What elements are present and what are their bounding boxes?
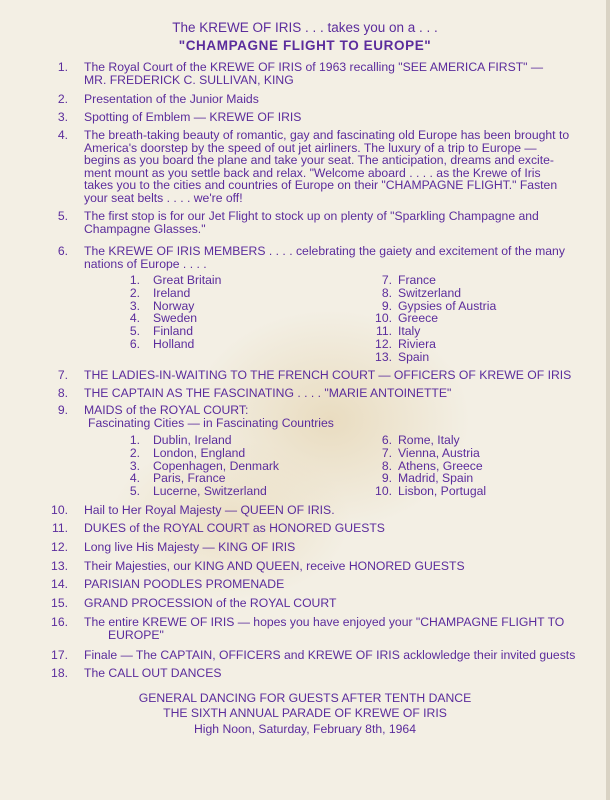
- nation-number: 1.: [129, 273, 140, 287]
- nation-name: Italy: [398, 324, 421, 339]
- item-number: 13.: [51, 559, 68, 573]
- program-item-line: The entire KREWE OF IRIS — hopes you have enjoyed your "CHAMPAGNE FLIGHT TO: [84, 615, 565, 629]
- city-name: Athens, Greece: [398, 458, 483, 473]
- city-name: Vienna, Austria: [398, 445, 480, 460]
- footer-line-2: THE SIXTH ANNUAL PARADE OF KREWE OF IRIS: [163, 706, 447, 720]
- item-number: 4.: [57, 128, 68, 142]
- nation-number: 11.: [375, 324, 392, 339]
- program-item-line: The first stop is for our Jet Flight to stock up on plenty of "Sparkling Champagne and: [84, 209, 539, 223]
- program-item-line: THE CAPTAIN AS THE FASCINATING . . . . "MARIE ANTOINETTE": [84, 386, 452, 400]
- nation-name: Gypsies of Austria: [398, 298, 497, 313]
- item-number: 17.: [51, 648, 68, 662]
- city-name: Copenhagen, Denmark: [153, 458, 280, 473]
- nation-name: Spain: [398, 349, 430, 364]
- page-edge: [606, 0, 610, 800]
- program-title: The KREWE OF IRIS . . . takes you on a . . .: [172, 20, 438, 35]
- item-number: 7.: [57, 368, 68, 382]
- nation-number: 7.: [381, 273, 392, 287]
- item-number: 14.: [51, 577, 68, 591]
- program-heading: "CHAMPAGNE FLIGHT TO EUROPE": [178, 38, 432, 53]
- nation-name: Great Britain: [153, 273, 222, 287]
- item-number: 2.: [57, 92, 68, 106]
- program-item-line: America's doorstep by the speed of out jet airliners. The luxury of a trip to Europe —: [84, 140, 537, 155]
- program-item-line: Hail to Her Royal Majesty — QUEEN OF IRIS.: [84, 503, 335, 517]
- item-number: 1.: [57, 60, 68, 74]
- item-number: 10.: [51, 503, 68, 517]
- program-item-line: MR. FREDERICK C. SULLIVAN, KING: [84, 72, 294, 87]
- nation-name: France: [398, 273, 436, 287]
- program-item-line: The CALL OUT DANCES: [84, 666, 222, 680]
- item-number: 11.: [51, 521, 68, 535]
- program-item-line: begins as you board the plane and take your seat. The anticipation, dreams and excite-: [84, 153, 554, 168]
- program-item-line: Champagne Glasses.": [84, 221, 206, 236]
- nation-name: Holland: [153, 337, 195, 351]
- city-number: 2.: [129, 445, 140, 460]
- city-number: 9.: [381, 471, 392, 486]
- program-item-line: DUKES of the ROYAL COURT as HONORED GUESTS: [84, 521, 385, 535]
- city-number: 4.: [129, 471, 140, 486]
- nation-number: 6.: [129, 337, 140, 351]
- city-number: 10.: [375, 484, 392, 499]
- nation-number: 3.: [129, 298, 140, 313]
- nation-name: Sweden: [153, 311, 198, 326]
- city-name: Rome, Italy: [398, 433, 460, 447]
- program-item-line: PARISIAN POODLES PROMENADE: [84, 577, 285, 591]
- program-item-line: EUROPE": [108, 627, 164, 642]
- nation-number: 9.: [381, 298, 392, 313]
- program-item-line: The breath-taking beauty of romantic, gay and fascinating old Europe has been brought to: [84, 128, 570, 142]
- city-number: 7.: [381, 445, 392, 460]
- program-item-line: your seat belts . . . . we're off!: [84, 191, 243, 205]
- city-number: 5.: [129, 484, 140, 499]
- program-item-line: takes you to the cities and countries of Europe on their "CHAMPAGNE FLIGHT." Fasten: [84, 178, 558, 193]
- city-name: Lucerne, Switzerland: [153, 484, 267, 499]
- item-number: 6.: [57, 244, 68, 258]
- city-name: Madrid, Spain: [398, 471, 474, 486]
- program-item-line: Finale — The CAPTAIN, OFFICERS and KREWE OF IRIS acklowledge their invited guests: [84, 648, 576, 662]
- item-number: 16.: [51, 615, 68, 629]
- nation-number: 8.: [381, 285, 392, 300]
- nation-name: Greece: [398, 311, 438, 326]
- footer-line-1: GENERAL DANCING FOR GUESTS AFTER TENTH DANCE: [138, 691, 472, 705]
- program-item-line: Long live His Majesty — KING OF IRIS: [84, 540, 296, 554]
- item-number: 9.: [57, 403, 68, 417]
- item-number: 15.: [51, 596, 68, 610]
- item-number: 3.: [57, 110, 68, 124]
- city-number: 6.: [381, 433, 392, 447]
- nation-number: 12.: [375, 337, 392, 351]
- program-item-line: THE LADIES-IN-WAITING TO THE FRENCH COURT — OFFICERS OF KREWE OF IRIS: [84, 368, 572, 382]
- program-item-line: The Royal Court of the KREWE OF IRIS of 1963 recalling "SEE AMERICA FIRST" —: [84, 60, 544, 74]
- item-number: 12.: [51, 540, 68, 554]
- city-name: Lisbon, Portugal: [398, 484, 487, 499]
- city-number: 1.: [129, 433, 140, 447]
- program-item-line: Spotting of Emblem — KREWE OF IRIS: [84, 110, 302, 124]
- item-number: 18.: [51, 666, 68, 680]
- item-number: 5.: [57, 209, 68, 223]
- program-item-line: nations of Europe . . . .: [84, 256, 207, 271]
- city-number: 3.: [129, 458, 140, 473]
- footer-line-3: High Noon, Saturday, February 8th, 1964: [194, 722, 416, 736]
- nation-name: Finland: [153, 324, 193, 339]
- nation-name: Switzerland: [398, 285, 461, 300]
- nation-number: 4.: [129, 311, 140, 326]
- city-name: Dublin, Ireland: [153, 433, 232, 447]
- nation-name: Norway: [153, 298, 195, 313]
- nation-number: 10.: [375, 311, 392, 326]
- program-item-line: MAIDS of the ROYAL COURT:: [84, 403, 249, 417]
- nation-number: 5.: [129, 324, 140, 339]
- nation-number: 2.: [129, 285, 140, 300]
- program-item-line: GRAND PROCESSION of the ROYAL COURT: [84, 596, 337, 610]
- program-item-line: Presentation of the Junior Maids: [84, 92, 259, 106]
- city-number: 8.: [381, 458, 392, 473]
- program-item-line: Fascinating Cities — in Fascinating Countries: [88, 415, 334, 430]
- item-number: 8.: [57, 386, 68, 400]
- city-name: Paris, France: [153, 471, 226, 486]
- nation-name: Ireland: [153, 285, 191, 300]
- program-item-line: The KREWE OF IRIS MEMBERS . . . . celebrating the gaiety and excitement of the many: [84, 244, 565, 258]
- nation-name: Riviera: [398, 337, 436, 351]
- city-name: London, England: [153, 445, 246, 460]
- program-item-line: ment mount as you settle back and relax. "Welcome aboard . . . . as the Krewe of Iris: [84, 165, 541, 180]
- program-item-line: Their Majesties, our KING AND QUEEN, receive HONORED GUESTS: [84, 559, 465, 573]
- nation-number: 13.: [375, 349, 392, 364]
